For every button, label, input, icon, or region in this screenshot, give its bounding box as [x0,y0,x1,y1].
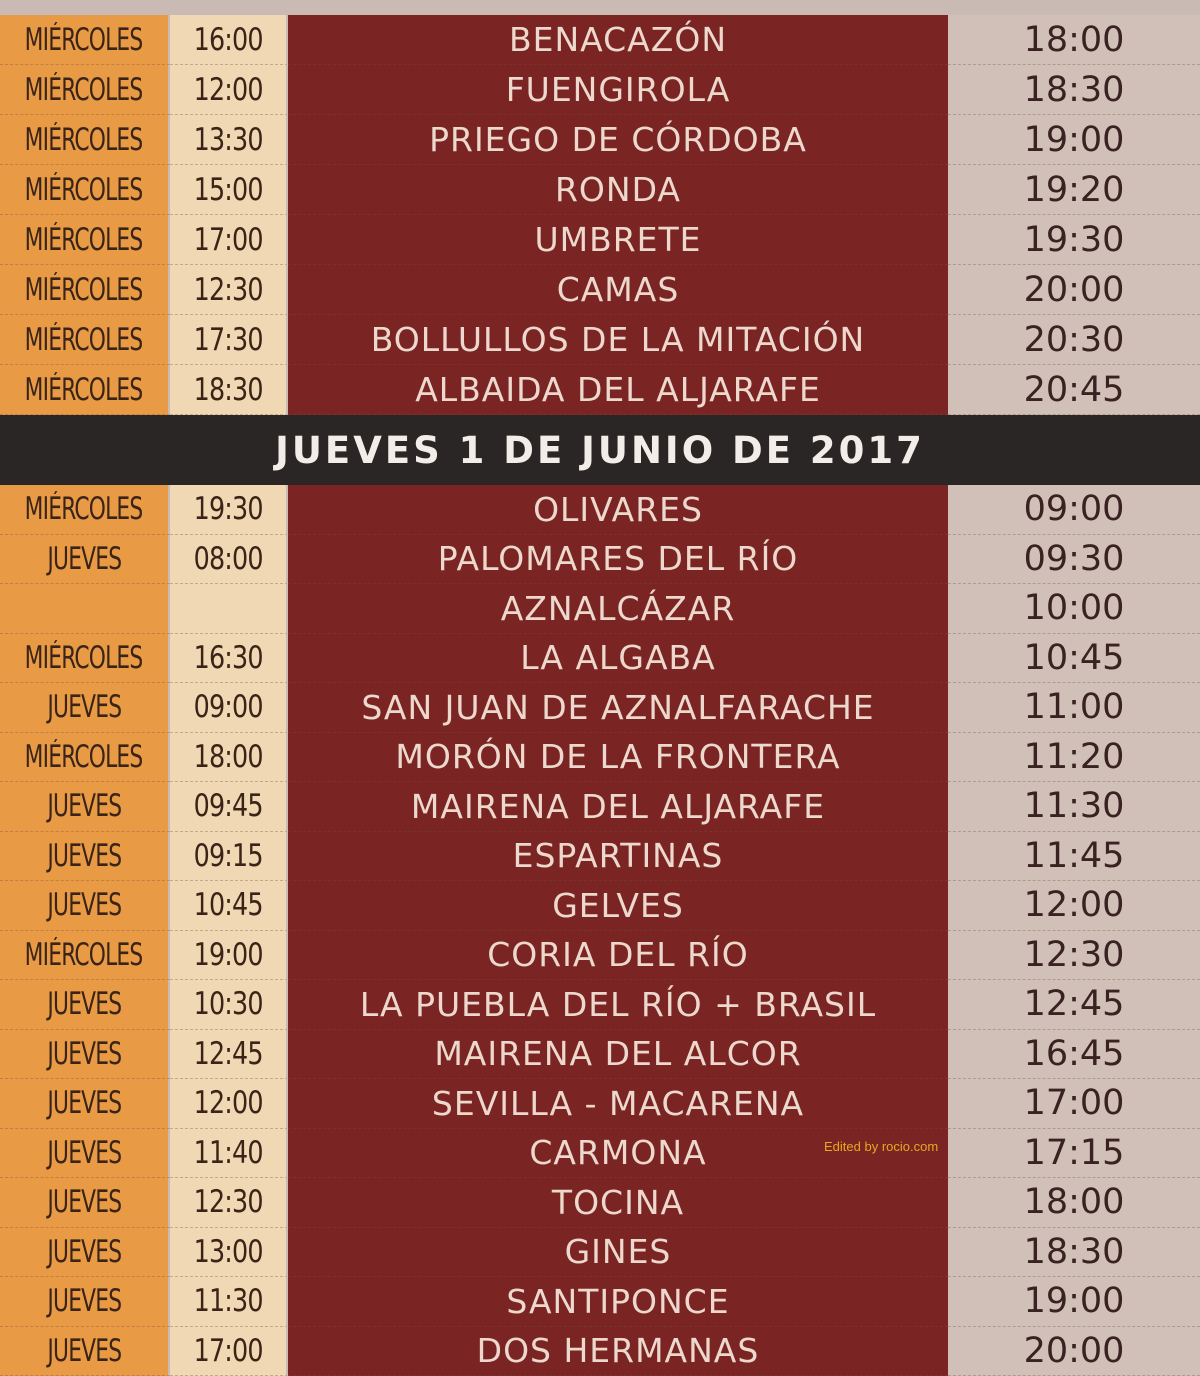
table-row [0,980,1200,1030]
departure-day-cell-text: JUEVES [47,986,121,1022]
departure-day-cell-text: MIÉRCOLES [25,172,143,208]
arrival-time-cell [948,1079,1200,1129]
town-cell-text: ESPARTINAS [513,836,724,875]
arrival-time-cell [948,881,1200,931]
arrival-time-cell-text: 18:30 [1024,1232,1125,1272]
arrival-time-cell-text: 10:00 [1024,588,1125,628]
table-row [0,1030,1200,1080]
table-row [0,365,1200,415]
departure-day-cell-text: MIÉRCOLES [25,272,143,308]
departure-day-cell [0,980,170,1030]
arrival-time-cell-text: 19:00 [1024,120,1125,160]
town-cell [288,1277,948,1327]
arrival-time-cell-text: 19:20 [1024,170,1125,210]
arrival-time-cell [948,980,1200,1030]
departure-time-cell [170,980,288,1030]
departure-day-cell [0,832,170,882]
departure-time-cell [170,881,288,931]
town-cell [288,485,948,535]
arrival-time-cell [948,15,1200,65]
arrival-time-cell-text: 11:45 [1024,836,1125,876]
arrival-time-cell-text: 11:30 [1024,786,1125,826]
arrival-time-cell [948,315,1200,365]
arrival-time-cell-text: 10:45 [1024,638,1125,678]
arrival-time-cell-text: 17:15 [1024,1133,1125,1173]
arrival-time-cell-text: 20:30 [1024,320,1125,360]
arrival-time-cell-text: 12:45 [1024,984,1125,1024]
arrival-time-cell [948,1327,1200,1376]
arrival-time-cell [948,1277,1200,1327]
departure-day-cell [0,115,170,165]
arrival-time-cell-text: 12:00 [1024,885,1125,925]
departure-day-cell [0,782,170,832]
arrival-time-cell [948,1129,1200,1179]
departure-time-cell-text: 17:00 [193,222,262,258]
date-divider-label: JUEVES 1 DE JUNIO DE 2017 [275,429,925,472]
departure-day-cell-text: JUEVES [47,887,121,923]
town-cell-text: RONDA [555,170,681,209]
town-cell-text: CAMAS [557,270,680,309]
departure-day-cell-text: MIÉRCOLES [25,372,143,408]
table-row [0,832,1200,882]
departure-time-cell-text: 09:45 [193,788,262,824]
departure-time-cell [170,485,288,535]
town-cell [288,1079,948,1129]
town-cell [288,1327,948,1376]
departure-time-cell-text: 10:45 [193,887,262,923]
town-cell-text: MAIRENA DEL ALCOR [434,1034,801,1073]
arrival-time-cell-text: 18:00 [1024,20,1125,60]
departure-day-cell [0,1228,170,1278]
departure-time-cell-text: 10:30 [193,986,262,1022]
town-cell [288,782,948,832]
town-cell [288,634,948,684]
departure-time-cell-text: 11:30 [193,1283,262,1319]
departure-time-cell [170,931,288,981]
town-cell [288,584,948,634]
arrival-time-cell [948,832,1200,882]
town-cell-text: LA PUEBLA DEL RÍO + BRASIL [360,985,876,1024]
town-cell [288,1178,948,1228]
departure-time-cell-text: 12:00 [193,72,262,108]
departure-day-cell [0,1327,170,1376]
departure-day-cell [0,733,170,783]
departure-time-cell-text: 08:00 [193,541,262,577]
departure-day-cell [0,215,170,265]
departure-day-cell [0,931,170,981]
arrival-time-cell [948,634,1200,684]
arrival-time-cell [948,535,1200,585]
town-cell-text: OLIVARES [533,490,703,529]
departure-time-cell-text: 19:00 [193,937,262,973]
departure-time-cell-text: 13:00 [193,1234,262,1270]
departure-day-cell [0,584,170,634]
departure-day-cell-text: MIÉRCOLES [25,322,143,358]
arrival-time-cell [948,1228,1200,1278]
arrival-time-cell-text: 09:00 [1024,489,1125,529]
departure-day-cell-text: JUEVES [47,788,121,824]
departure-day-cell-text: JUEVES [47,689,121,725]
town-cell [288,115,948,165]
town-cell [288,980,948,1030]
departure-time-cell [170,115,288,165]
departure-time-cell [170,584,288,634]
table-row [0,115,1200,165]
town-cell-text: LA ALGABA [520,638,716,677]
town-cell-text: SAN JUAN DE AZNALFARACHE [361,688,874,727]
town-cell [288,881,948,931]
town-cell [288,165,948,215]
table-row [0,782,1200,832]
departure-time-cell [170,1079,288,1129]
arrival-time-cell [948,931,1200,981]
town-cell [288,315,948,365]
town-cell-text: MORÓN DE LA FRONTERA [395,737,840,776]
town-cell-text: CARMONA [529,1133,706,1172]
arrival-time-cell-text: 18:00 [1024,1182,1125,1222]
town-cell-text: PRIEGO DE CÓRDOBA [429,120,807,159]
arrival-time-cell [948,365,1200,415]
departure-time-cell [170,1129,288,1179]
departure-day-cell-text: JUEVES [47,1333,121,1369]
arrival-time-cell [948,1030,1200,1080]
departure-time-cell [170,265,288,315]
town-cell-text: CORIA DEL RÍO [487,935,749,974]
departure-time-cell-text: 13:30 [193,122,262,158]
town-cell [288,365,948,415]
arrival-time-cell-text: 17:00 [1024,1083,1125,1123]
town-cell-text: BOLLULLOS DE LA MITACIÓN [371,320,866,359]
town-cell-text: ALBAIDA DEL ALJARAFE [415,370,821,409]
departure-time-cell [170,634,288,684]
departure-day-cell [0,1277,170,1327]
departure-time-cell-text: 16:00 [193,22,262,58]
arrival-time-cell-text: 12:30 [1024,935,1125,975]
arrival-time-cell [948,485,1200,535]
town-cell [288,1228,948,1278]
departure-time-cell [170,1030,288,1080]
arrival-time-cell-text: 20:45 [1024,370,1125,410]
departure-time-cell [170,165,288,215]
arrival-time-cell-text: 20:00 [1024,1331,1125,1371]
departure-day-cell-text: JUEVES [47,1036,121,1072]
table-row [0,15,1200,65]
table-row [0,165,1200,215]
departure-time-cell [170,832,288,882]
departure-day-cell-text: MIÉRCOLES [25,72,143,108]
departure-day-cell [0,15,170,65]
departure-day-cell-text: MIÉRCOLES [25,22,143,58]
table-row [0,1178,1200,1228]
arrival-time-cell [948,215,1200,265]
departure-time-cell [170,1228,288,1278]
departure-time-cell [170,733,288,783]
table-row [0,683,1200,733]
town-cell [288,265,948,315]
departure-day-cell [0,683,170,733]
departure-time-cell-text: 12:30 [193,1184,262,1220]
town-cell-text: PALOMARES DEL RÍO [438,539,799,578]
town-cell-text: MAIRENA DEL ALJARAFE [411,787,825,826]
table-row [0,65,1200,115]
departure-day-cell-text: JUEVES [47,1184,121,1220]
departure-day-cell-text: JUEVES [47,1234,121,1270]
departure-day-cell-text: MIÉRCOLES [25,739,143,775]
departure-day-cell [0,1030,170,1080]
departure-day-cell [0,535,170,585]
arrival-time-cell [948,782,1200,832]
departure-time-cell [170,535,288,585]
arrival-time-cell-text: 19:00 [1024,1281,1125,1321]
departure-time-cell-text: 15:00 [193,172,262,208]
arrival-time-cell [948,683,1200,733]
town-cell-text: DOS HERMANAS [477,1331,760,1370]
departure-day-cell-text: MIÉRCOLES [25,937,143,973]
departure-time-cell-text: 18:30 [193,372,262,408]
departure-day-cell-text: JUEVES [47,1085,121,1121]
town-cell-text: GELVES [552,886,684,925]
arrival-time-cell-text: 09:30 [1024,539,1125,579]
town-cell [288,683,948,733]
departure-time-cell [170,1178,288,1228]
departure-time-cell [170,215,288,265]
departure-time-cell-text: 17:00 [193,1333,262,1369]
town-cell-text: FUENGIROLA [506,70,731,109]
table-row [0,315,1200,365]
departure-time-cell-text: 11:40 [193,1135,262,1171]
departure-day-cell-text: MIÉRCOLES [25,222,143,258]
table-row [0,634,1200,684]
table-row [0,485,1200,535]
departure-day-cell [0,634,170,684]
table-row [0,215,1200,265]
arrival-time-cell [948,65,1200,115]
town-cell-text: TOCINA [552,1183,684,1222]
departure-time-cell-text: 18:00 [193,739,262,775]
town-cell [288,215,948,265]
arrival-time-cell-text: 16:45 [1024,1034,1125,1074]
arrival-time-cell [948,1178,1200,1228]
departure-time-cell-text: 09:15 [193,838,262,874]
table-row [0,733,1200,783]
departure-time-cell-text: 17:30 [193,322,262,358]
town-cell-text: BENACAZÓN [509,20,727,59]
departure-time-cell [170,315,288,365]
departure-day-cell [0,485,170,535]
town-cell [288,15,948,65]
table-row [0,1079,1200,1129]
arrival-time-cell-text: 19:30 [1024,220,1125,260]
departure-day-cell-text: MIÉRCOLES [25,122,143,158]
table-row [0,584,1200,634]
arrival-time-cell [948,584,1200,634]
departure-day-cell [0,881,170,931]
town-cell-text: SANTIPONCE [506,1282,729,1321]
departure-day-cell [0,315,170,365]
arrival-time-cell [948,265,1200,315]
arrival-time-cell-text: 11:00 [1024,687,1125,727]
departure-day-cell-text: JUEVES [47,838,121,874]
table-row [0,1228,1200,1278]
town-cell [288,65,948,115]
departure-time-cell [170,1277,288,1327]
town-cell [288,931,948,981]
arrival-time-cell-text: 11:20 [1024,737,1125,777]
departure-time-cell-text: 12:30 [193,272,262,308]
town-cell-text: GINES [565,1232,672,1271]
table-row [0,1277,1200,1327]
departure-day-cell [0,165,170,215]
table-row [0,931,1200,981]
departure-day-cell-text: JUEVES [47,541,121,577]
departure-day-cell [0,265,170,315]
departure-time-cell-text: 16:30 [193,640,262,676]
date-divider [0,415,1200,485]
departure-time-cell [170,1327,288,1376]
table-row [0,265,1200,315]
departure-day-cell-text: MIÉRCOLES [25,491,143,527]
town-cell-text: UMBRETE [534,220,701,259]
watermark: Edited by rocio.com [824,1139,938,1154]
arrival-time-cell [948,733,1200,783]
departure-day-cell [0,1129,170,1179]
departure-day-cell [0,1178,170,1228]
town-cell [288,535,948,585]
arrival-time-cell-text: 18:30 [1024,70,1125,110]
departure-day-cell [0,65,170,115]
departure-day-cell [0,1079,170,1129]
table-row [0,1129,1200,1179]
departure-time-cell-text: 12:00 [193,1085,262,1121]
departure-time-cell-text: 09:00 [193,689,262,725]
departure-time-cell-text: 12:45 [193,1036,262,1072]
town-cell [288,733,948,783]
departure-time-cell [170,365,288,415]
arrival-time-cell [948,115,1200,165]
arrival-time-cell-text: 20:00 [1024,270,1125,310]
table-row [0,535,1200,585]
town-cell [288,1030,948,1080]
town-cell [288,832,948,882]
departure-day-cell [0,365,170,415]
departure-time-cell [170,65,288,115]
departure-day-cell-text: MIÉRCOLES [25,640,143,676]
departure-time-cell [170,782,288,832]
departure-time-cell [170,15,288,65]
departure-day-cell-text: JUEVES [47,1135,121,1171]
departure-day-cell-text: JUEVES [47,1283,121,1319]
departure-time-cell-text: 19:30 [193,491,262,527]
arrival-time-cell [948,165,1200,215]
town-cell-text: AZNALCÁZAR [501,589,736,628]
departure-time-cell [170,683,288,733]
table-row [0,881,1200,931]
table-row [0,1327,1200,1376]
town-cell-text: SEVILLA - MACARENA [432,1084,804,1123]
